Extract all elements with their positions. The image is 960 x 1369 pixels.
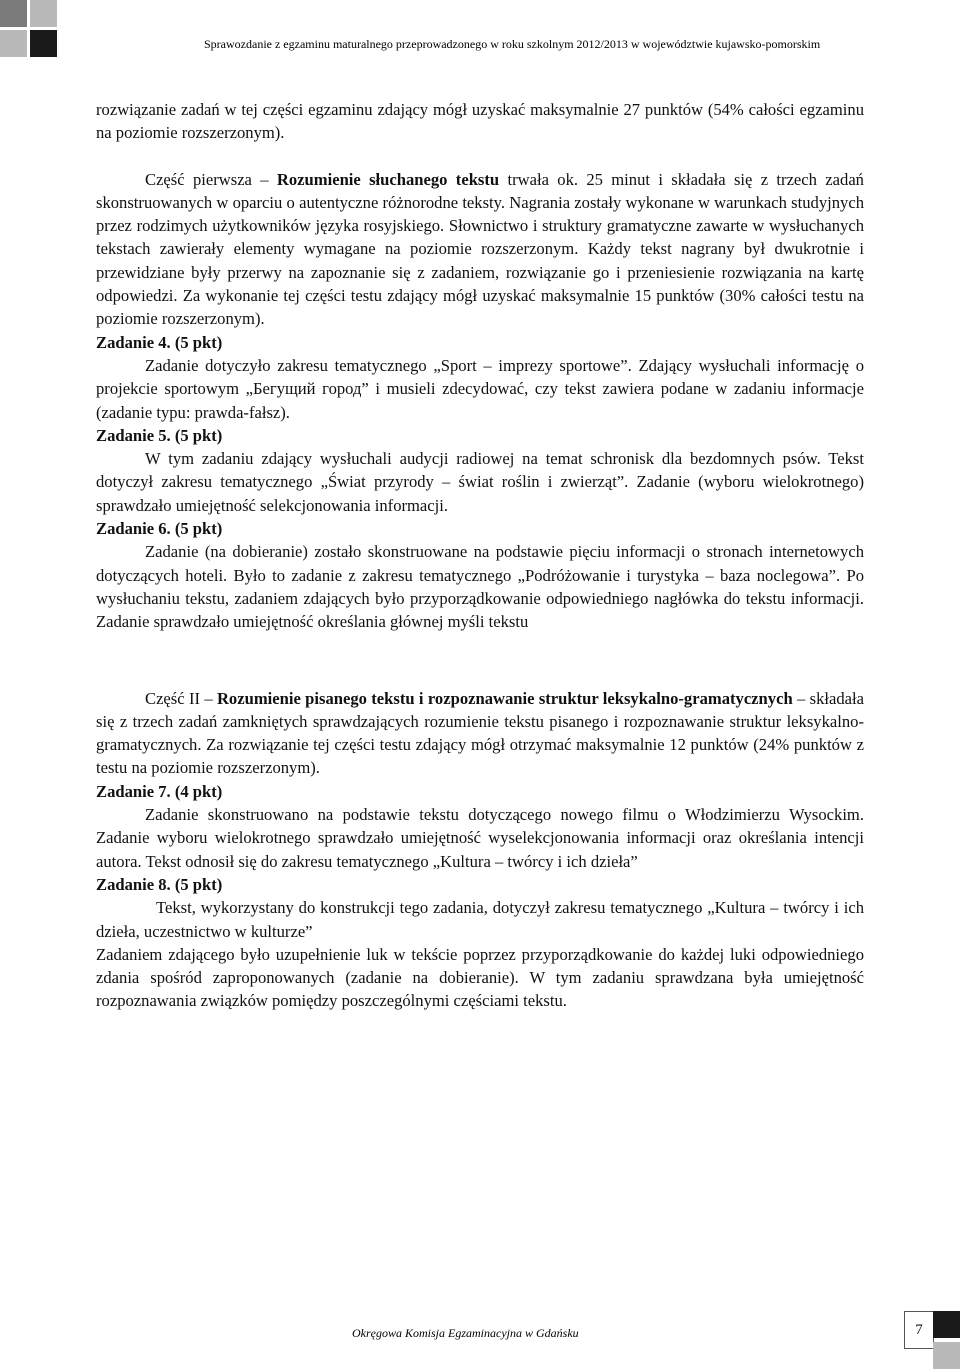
header-decor-square	[30, 0, 57, 27]
part2-lead: Część II –	[145, 688, 217, 708]
intro-paragraph: rozwiązanie zadań w tej części egzaminu zdający mógł uzyskać maksymalnie 27 punktów (54% całości egzaminu na poziomie rozszerzonym).	[96, 100, 864, 143]
task4-heading: Zadanie 4. (5 pkt)	[96, 332, 223, 352]
task7-heading: Zadanie 7. (4 pkt)	[96, 781, 223, 801]
header-decor-square	[0, 30, 27, 57]
task4-text: Zadanie dotyczyło zakresu tematycznego „Sport – imprezy sportowe”. Zdający wysłuchali informację o projekcie sportowym „Бегущий город” i musieli zdecydować, czy tekst zawiera podane w zadaniu informacje (zadanie typu: prawda-fałsz).	[96, 355, 864, 422]
task5-heading: Zadanie 5. (5 pkt)	[96, 425, 223, 445]
task8-text1: Tekst, wykorzystany do konstrukcji tego zadania, dotyczył zakresu tematycznego „Kultura – twórcy i ich dzieła, uczestnictwo w kulturze”	[96, 898, 864, 941]
part1-paragraph	[96, 168, 864, 331]
part1-lead: Część pierwsza –	[145, 169, 277, 189]
part2-body: – składała się z trzech zadań zamkniętych sprawdzających rozumienie tekstu pisanego i rozpoznawanie struktur leksykalno-gramatycznych. Za rozwiązanie tej części testu zdający mógł otrzymać maksymalnie 12 punktów (24% punktów z testu na poziomie rozszerzonym).	[96, 688, 864, 778]
header-decor-square	[0, 0, 27, 27]
task8-heading: Zadanie 8. (5 pkt)	[96, 874, 223, 894]
footer-org: Okręgowa Komisja Egzaminacyjna w Gdańsku	[352, 1326, 579, 1340]
task6-heading: Zadanie 6. (5 pkt)	[96, 519, 223, 539]
footer-decor-square	[933, 1311, 960, 1338]
header-title: Sprawozdanie z egzaminu maturalnego przeprowadzonego w roku szkolnym 2012/2013 w województwie kujawsko-pomorskim	[204, 37, 821, 51]
part2-title: Rozumienie pisanego tekstu i rozpoznawanie struktur leksykalno-gramatycznych	[216, 688, 793, 708]
part2-paragraph	[96, 687, 864, 780]
page-content	[96, 98, 864, 1013]
part1-title: Rozumienie słuchanego tekstu	[276, 169, 500, 189]
task5-text: W tym zadaniu zdający wysłuchali audycji radiowej na temat schronisk dla bezdomnych psów. Tekst dotyczył zakresu tematycznego „Świat przyrody – świat roślin i zwierząt”. Zadanie (wyboru wielokrotnego) sprawdzało umiejętność selekcjonowania informacji.	[96, 449, 864, 515]
page-number: 7	[904, 1311, 934, 1349]
task8-text2: Zadaniem zdającego było uzupełnienie luk w tekście poprzez przyporządkowanie do każdej luki odpowiedniego zdania spośród zaproponowanych (zadanie na dobieranie). W tym zadaniu sprawdzana była umiejętność rozpoznawania związków pomiędzy poszczególnymi częściami tekstu.	[96, 944, 864, 1011]
part1-body: trwała ok. 25 minut i składała się z trzech zadań skonstruowanych w oparciu o autentyczne różnorodne teksty. Nagrania zostały wykonane w warunkach studyjnych przez rodzimych użytkowników języka rosyjskiego. Słownictwo i struktury gramatyczne zawarte w wysłuchanych tekstach zawierały elementy wymagane na poziomie rozszerzonym. Każdy tekst nagrany był dwukrotnie i przewidziane były przerwy na zapoznanie się z zadaniem, rozwiązanie go i przeniesienie rozwiązania na kartę odpowiedzi. Za wykonanie tej części testu zdający mógł uzyskać maksymalnie 15 punktów (30% całości testu na poziomie rozszerzonym).	[96, 169, 864, 329]
footer-decor-square	[933, 1342, 960, 1369]
task7-text: Zadanie skonstruowano na podstawie tekstu dotyczącego nowego filmu o Włodzimierzu Wysockim. Zadanie wyboru wielokrotnego sprawdzało umiejętność wyselekcjonowania informacji oraz określania intencji autora. Tekst odnosił się do zakresu tematycznego „Kultura – twórcy i ich dzieła”	[96, 805, 864, 871]
header-decor-square	[30, 30, 57, 57]
task6-text: Zadanie (na dobieranie) zostało skonstruowane na podstawie pięciu informacji o stronach internetowych dotyczących hoteli. Było to zadanie z zakresu tematycznego „Podróżowanie i turystyka – baza noclegowa”. Po wysłuchaniu tekstu, zadaniem zdających było przyporządkowanie odpowiedniego nagłówka do tekstu informacji. Zadanie sprawdzało umiejętność określania głównej myśli tekstu	[96, 542, 864, 632]
